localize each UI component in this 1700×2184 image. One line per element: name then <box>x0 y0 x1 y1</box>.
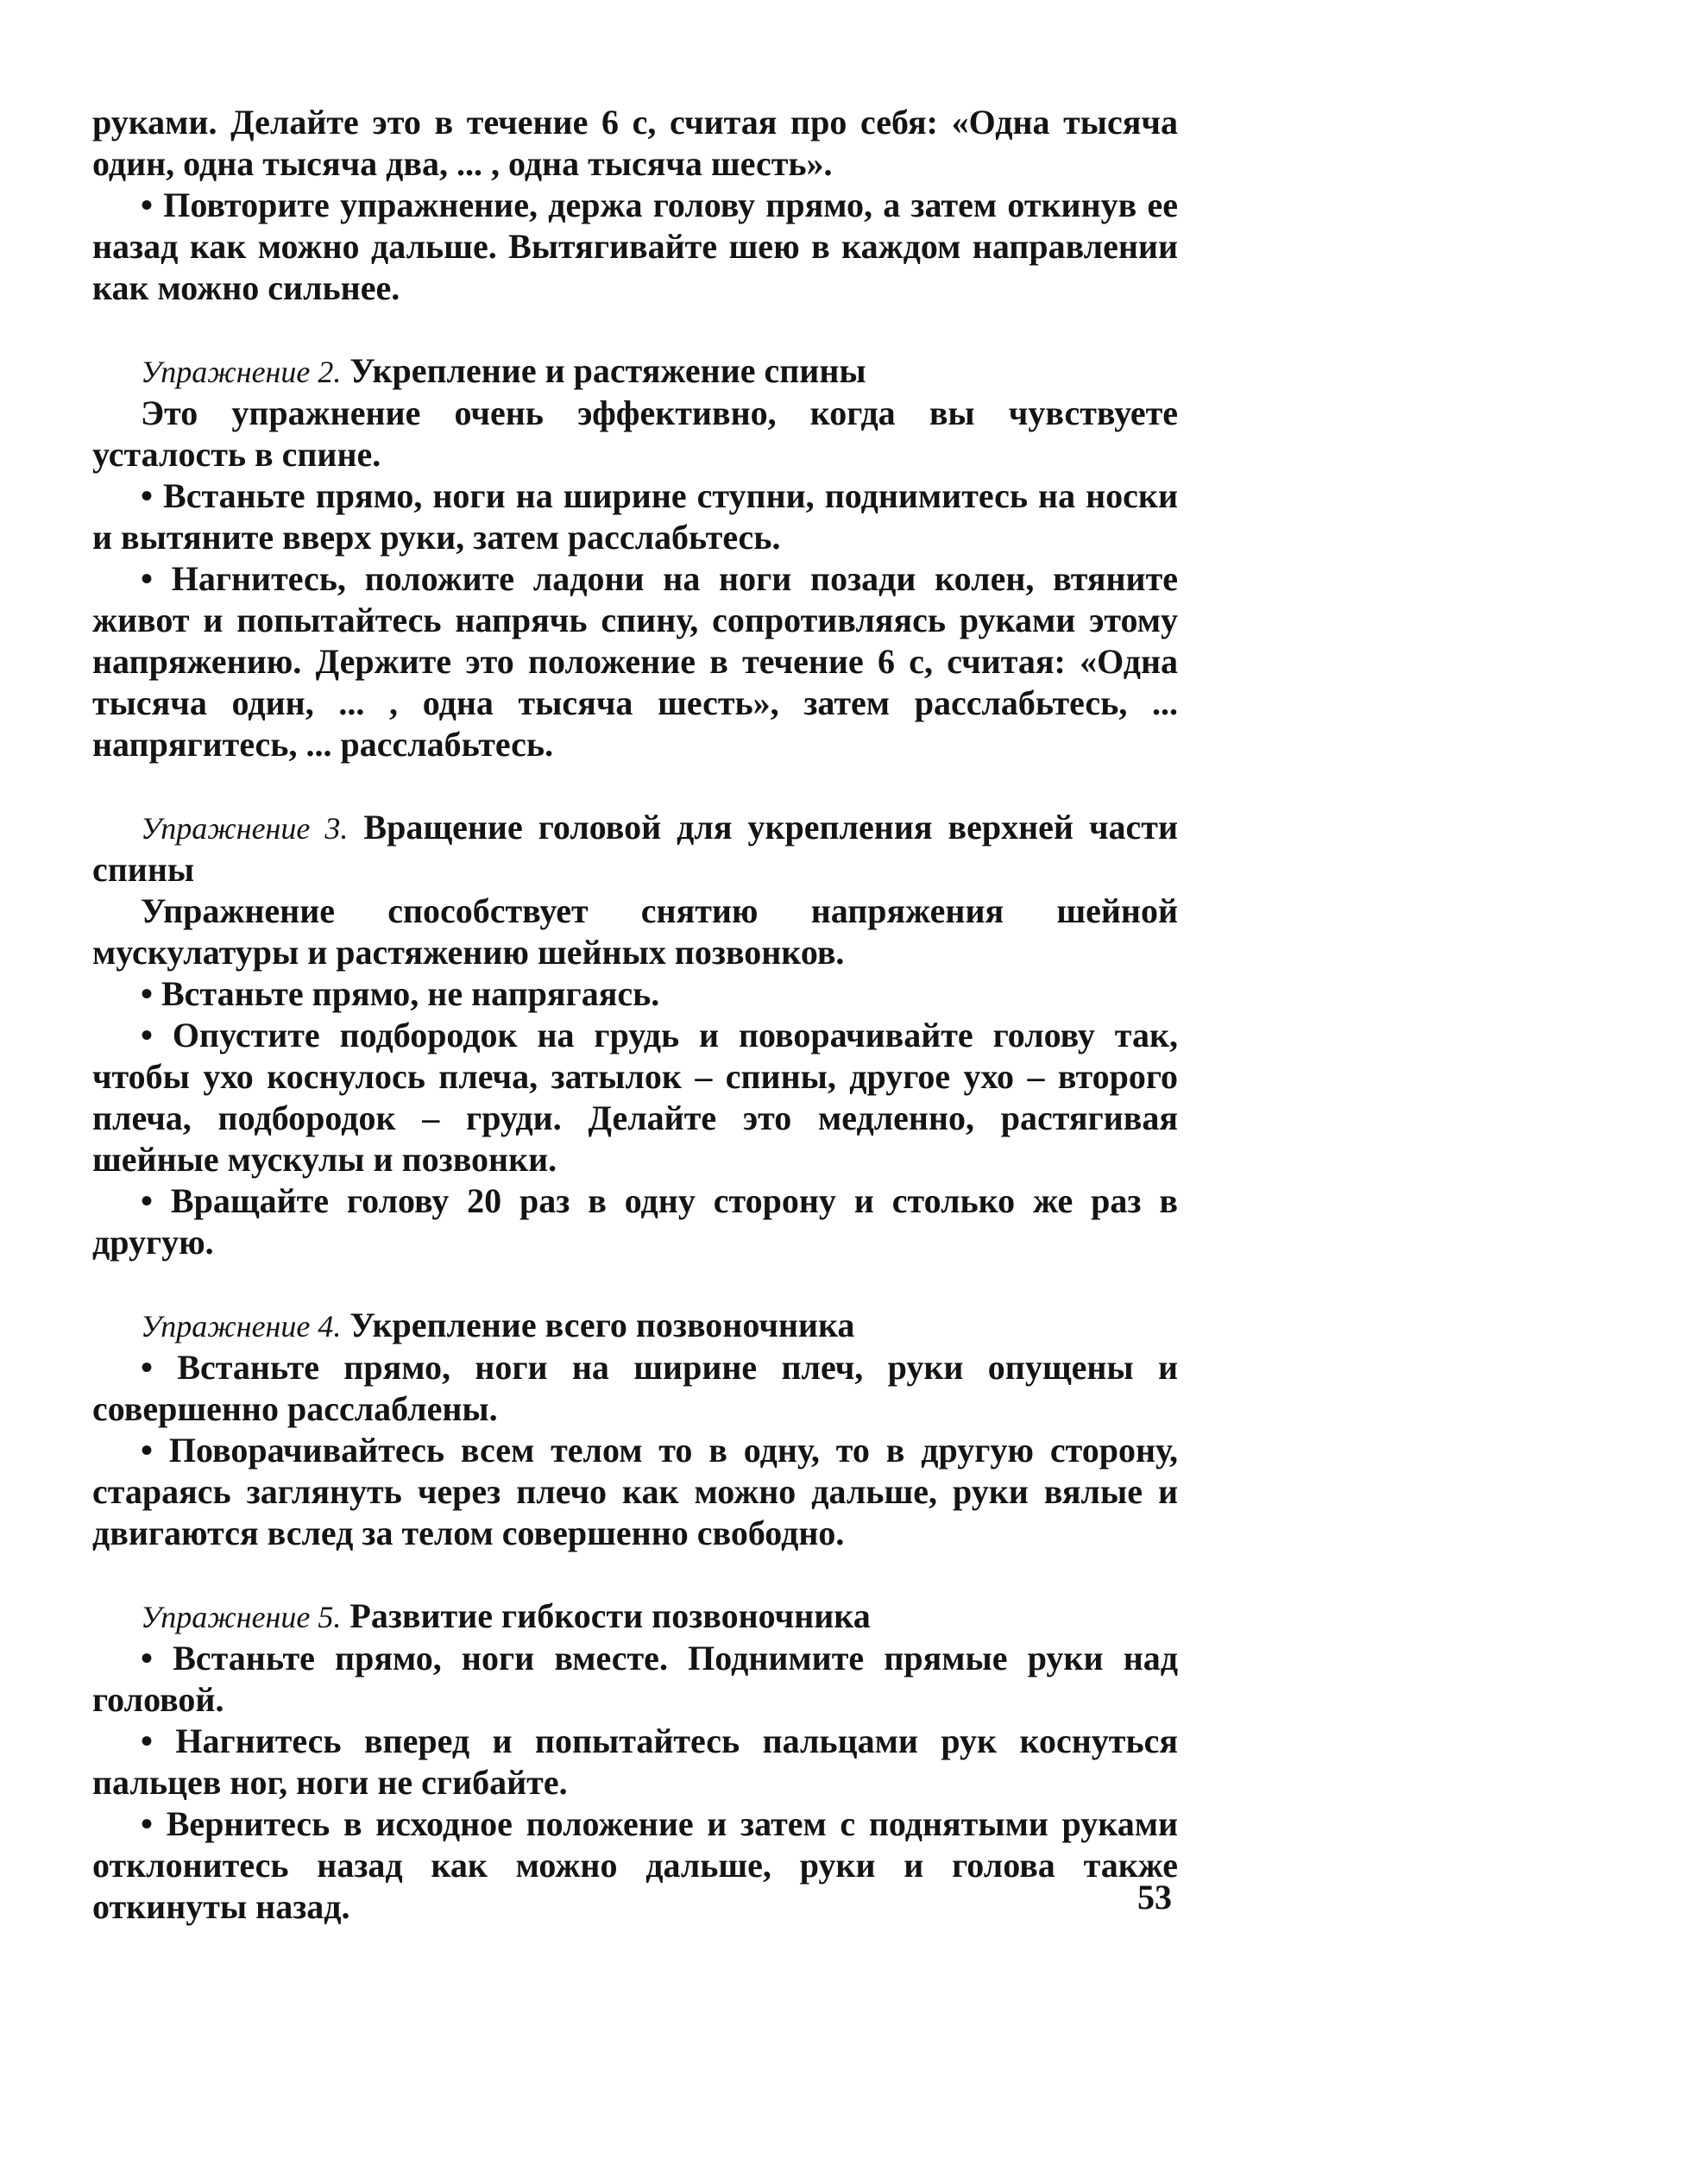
exercise-heading <box>92 1596 1178 1638</box>
section-gap <box>92 309 1178 350</box>
document-page <box>92 102 1178 1928</box>
bullet-paragraph: • Вернитесь в исходное положение и затем с поднятыми руками отклонитесь назад как можно дальше, руки и голова также откинуты назад. <box>92 1804 1178 1926</box>
bullet-paragraph: • Встаньте прямо, ноги вместе. Поднимите прямые руки над головой. <box>92 1639 1178 1719</box>
section-gap <box>92 1554 1178 1596</box>
section-gap <box>92 765 1178 807</box>
bullet-paragraph: • Вращайте голову 20 раз в одну сторону и столько же раз в другую. <box>92 1181 1178 1262</box>
paragraph: Это упражнение очень эффективно, когда вы чувствуете усталость в спине. <box>92 393 1178 474</box>
bullet-paragraph: • Нагнитесь, положите ладони на ноги позади колен, втяните живот и попытайтесь напрячь спину, сопротивляясь руками этому напряжению. Держите это положение в течение 6 с, считая: «Одна тысяча один, ... , одна тысяча шесть», затем расслабьтесь, ... напрягитесь, ... расслабьтесь. <box>92 559 1178 764</box>
exercise-label: Упражнение 4. <box>141 1309 342 1344</box>
exercise-label: Упражнение 2. <box>141 355 342 389</box>
bullet-paragraph: • Встаньте прямо, ноги на ширине ступни, поднимитесь на носки и вытяните вверх руки, затем расслабьтесь. <box>92 476 1178 557</box>
bullet-paragraph: • Повторите упражнение, держа голову прямо, а затем откинув ее назад как можно дальше. Вытягивайте шею в каждом направлении как можно сильнее. <box>92 186 1178 307</box>
paragraph: руками. Делайте это в течение 6 с, считая про себя: «Одна тысяча один, одна тысяча два, ... , одна тысяча шесть». <box>92 103 1178 183</box>
exercise-label: Упражнение 5. <box>141 1600 342 1634</box>
exercise-title: Развитие гибкости позвоночника <box>349 1596 871 1635</box>
exercise-title: Вращение головой для укрепления верхней части спины <box>92 808 1178 889</box>
section-gap <box>92 1263 1178 1305</box>
bullet-paragraph: • Опустите подбородок на грудь и поворачивайте голову так, чтобы ухо коснулось плеча, затылок – спины, другое ухо – второго плеча, подбородок – груди. Делайте это медленно, растягивая шейные мускулы и позвонки. <box>92 1016 1178 1179</box>
exercise-heading <box>92 350 1178 393</box>
exercise-heading <box>92 1305 1178 1347</box>
bullet-paragraph: • Встаньте прямо, не напрягаясь. <box>141 974 660 1013</box>
bullet-paragraph: • Встаньте прямо, ноги на ширине плеч, руки опущены и совершенно расслаблены. <box>92 1348 1178 1428</box>
page-number: 53 <box>1137 1878 1172 1917</box>
paragraph: Упражнение способствует снятию напряжения шейной мускулатуры и растяжению шейных позвонков. <box>92 891 1178 972</box>
exercise-title: Укрепление всего позвоночника <box>349 1306 855 1344</box>
bullet-paragraph: • Нагнитесь вперед и попытайтесь пальцами рук коснуться пальцев ног, ноги не сгибайте. <box>92 1721 1178 1802</box>
exercise-label: Упражнение 3. <box>141 811 349 846</box>
bullet-paragraph: • Поворачивайтесь всем телом то в одну, то в другую сторону, стараясь заглянуть через плечо как можно дальше, руки вялые и двигаются вслед за телом совершенно свободно. <box>92 1431 1178 1552</box>
exercise-title: Укрепление и растяжение спины <box>349 351 866 390</box>
exercise-heading <box>92 807 1178 891</box>
